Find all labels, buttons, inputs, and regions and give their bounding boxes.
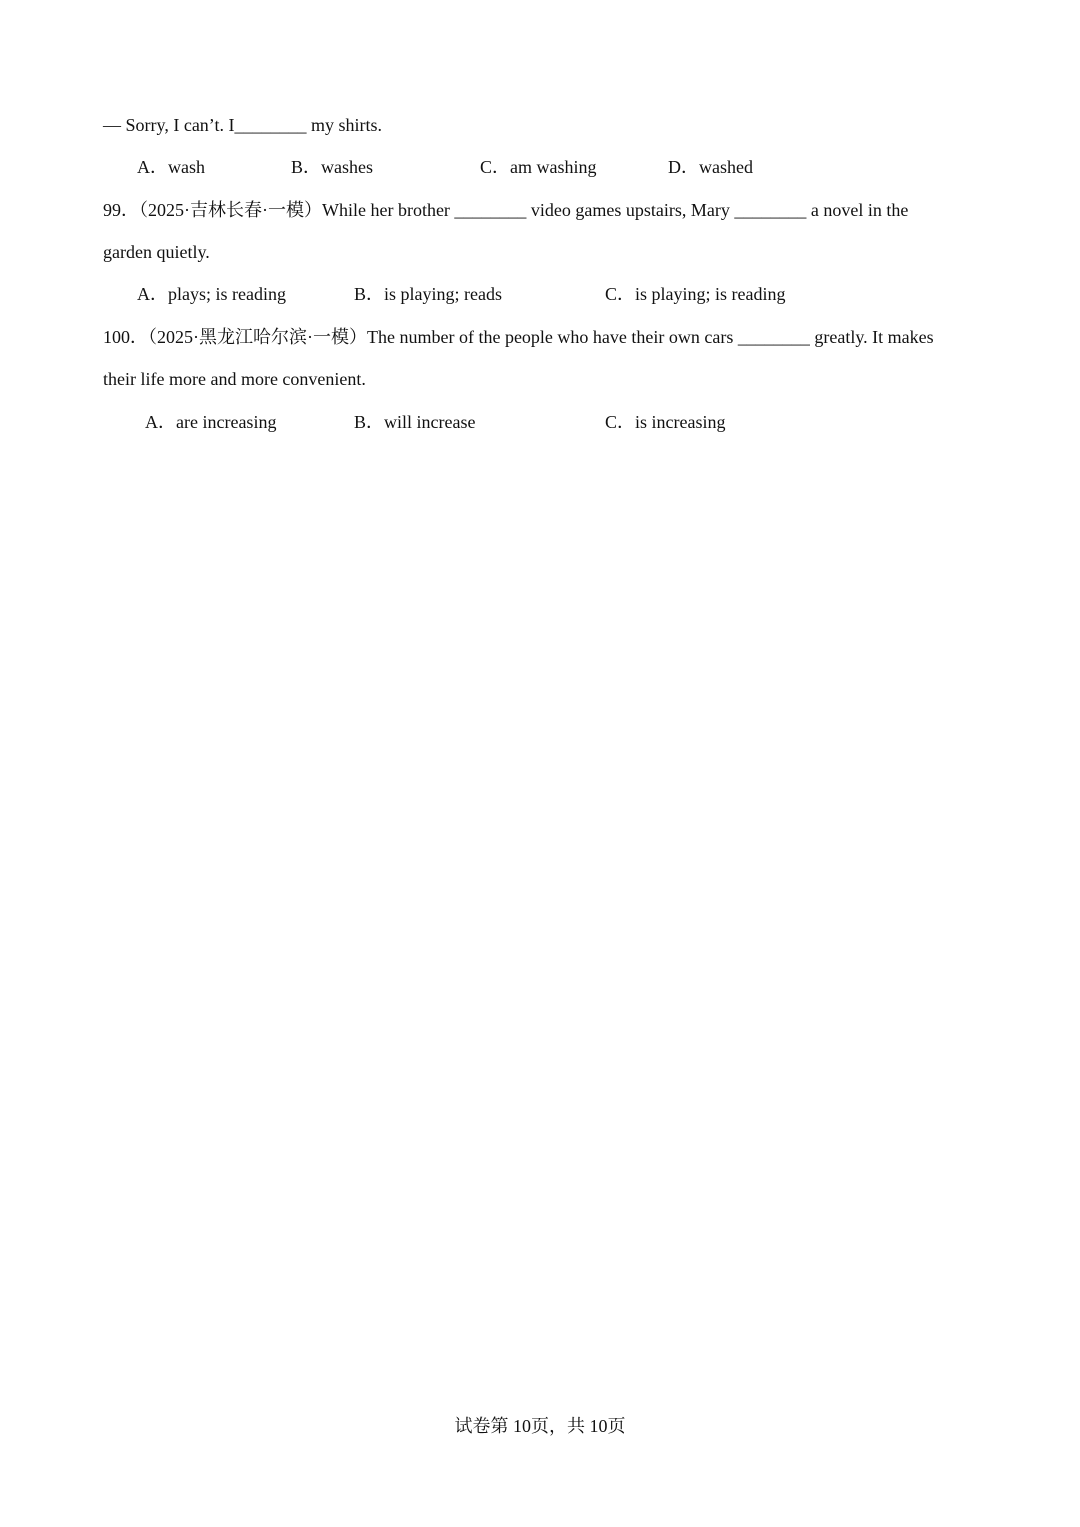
q98-option-c: C．am washing xyxy=(480,157,597,177)
q99-option-a: A．plays; is reading xyxy=(137,284,286,304)
q98-option-d: D．washed xyxy=(668,157,753,177)
q98-option-a: A．wash xyxy=(137,157,205,177)
q99-option-b: B．is playing; reads xyxy=(354,284,502,304)
page-footer: 试卷第 10页，共 10页 xyxy=(454,1416,626,1436)
q99-option-c: C．is playing; is reading xyxy=(605,284,786,304)
q100-option-a: A．are increasing xyxy=(145,412,277,432)
q100-stem-line1: 100．（2025·黑龙江哈尔滨·一模）The number of the people who have their own cars ________ greatly. It makes xyxy=(103,327,934,347)
q100-stem-line2: their life more and more convenient. xyxy=(103,369,366,389)
q100-option-c: C．is increasing xyxy=(605,412,726,432)
q99-stem-line1: 99．（2025·吉林长春·一模）While her brother ________ video games upstairs, Mary ________ a novel in the xyxy=(103,200,909,220)
q100-option-b: B．will increase xyxy=(354,412,476,432)
q98-answer-line: — Sorry, I can’t. I________ my shirts. xyxy=(103,115,382,135)
q99-stem-line2: garden quietly. xyxy=(103,242,210,262)
q98-option-b: B．washes xyxy=(291,157,373,177)
